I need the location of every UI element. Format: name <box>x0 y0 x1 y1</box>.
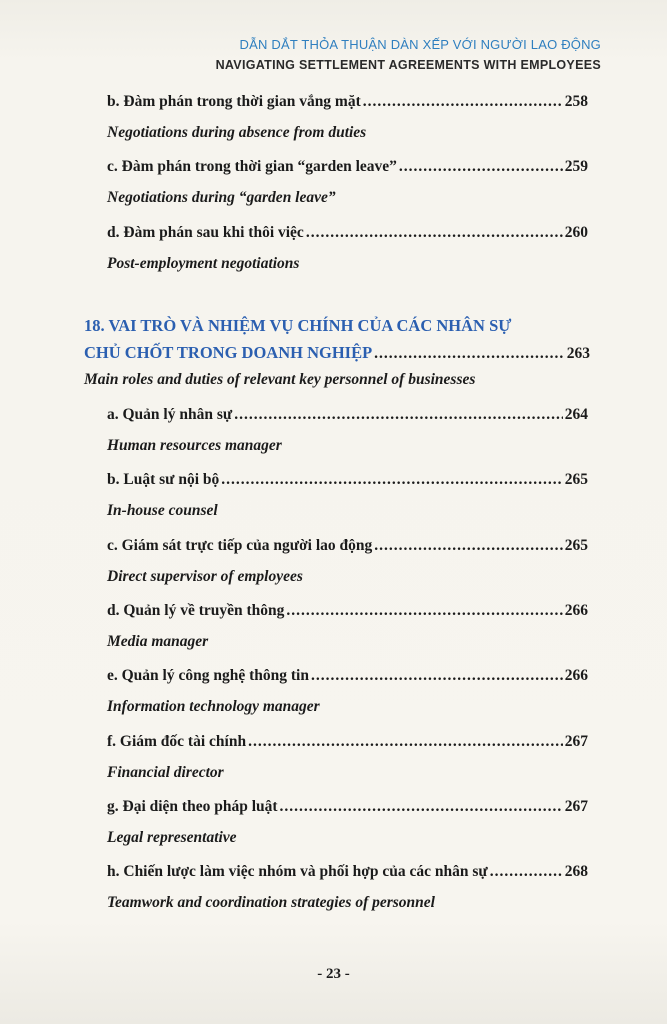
dot-leader <box>374 345 565 363</box>
dot-leader <box>311 667 563 685</box>
toc-entry-page: 265 <box>564 537 588 554</box>
toc-entry[interactable] <box>107 798 588 816</box>
section-title-line1[interactable]: 18. VAI TRÒ VÀ NHIỆM VỤ CHÍNH CỦA CÁC NHÂN SỰ <box>84 316 512 335</box>
toc-entry-page: 266 <box>564 667 588 684</box>
toc-entry-page: 266 <box>564 602 588 619</box>
toc-entry-label: d. Quản lý về truyền thông <box>107 602 285 619</box>
toc-entry[interactable] <box>107 863 588 881</box>
toc-entry-label: f. Giám đốc tài chính <box>107 733 247 750</box>
toc-entry[interactable] <box>107 93 588 111</box>
toc-entry-page: 265 <box>564 471 588 488</box>
toc-entry-page: 267 <box>564 798 588 815</box>
toc-entry-page: 260 <box>564 224 588 241</box>
toc-entry-label: h. Chiến lược làm việc nhóm và phối hợp của các nhân sự <box>107 863 488 880</box>
dot-leader <box>490 863 563 881</box>
toc-entry-subtitle: Information technology manager <box>107 698 320 715</box>
toc-entry-page: 267 <box>564 733 588 750</box>
toc-entry-page: 259 <box>564 158 588 175</box>
toc-entry-label: c. Đàm phán trong thời gian “garden leave” <box>107 158 397 175</box>
toc-entry-label: a. Quản lý nhân sự <box>107 406 233 423</box>
toc-entry[interactable] <box>107 471 588 489</box>
toc-entry-label: b. Luật sư nội bộ <box>107 471 220 488</box>
toc-entry-subtitle: Human resources manager <box>107 437 282 454</box>
toc-entry-subtitle: Legal representative <box>107 829 237 846</box>
page-number: - 23 - <box>317 966 350 982</box>
toc-entry-label: e. Quản lý công nghệ thông tin <box>107 667 309 684</box>
dot-leader <box>248 733 563 751</box>
toc-entry[interactable] <box>107 406 588 424</box>
toc-entry-subtitle: Teamwork and coordination strategies of personnel <box>107 894 435 911</box>
toc-entry[interactable] <box>107 224 588 242</box>
toc-entry-label: b. Đàm phán trong thời gian vắng mặt <box>107 93 361 110</box>
toc-entry-subtitle: Media manager <box>107 633 209 650</box>
dot-leader <box>280 798 563 816</box>
running-header <box>216 36 601 74</box>
section-title-label: CHỦ CHỐT TRONG DOANH NGHIỆP <box>84 343 373 362</box>
toc-entry[interactable] <box>107 158 588 176</box>
toc-entry[interactable] <box>107 667 588 685</box>
toc-entry-page: 268 <box>564 863 588 880</box>
toc-entry-subtitle: Post-employment negotiations <box>107 255 300 272</box>
toc-entry-label: g. Đại diện theo pháp luật <box>107 798 278 815</box>
dot-leader <box>306 224 563 242</box>
dot-leader <box>399 158 563 176</box>
header-title-vietnamese: DẪN DẮT THỎA THUẬN DÀN XẾP VỚI NGƯỜI LAO ĐỘNG <box>239 37 601 52</box>
dot-leader <box>374 537 562 555</box>
section-page: 263 <box>566 345 590 362</box>
toc-entry-label: c. Giám sát trực tiếp của người lao động <box>107 537 373 554</box>
toc-entry[interactable] <box>107 537 588 555</box>
dot-leader <box>363 93 563 111</box>
toc-entry-page: 258 <box>564 93 588 110</box>
toc-entry-subtitle: In-house counsel <box>107 502 218 519</box>
dot-leader <box>286 602 562 620</box>
toc-entry-subtitle: Direct supervisor of employees <box>107 568 303 585</box>
toc-entry-page: 264 <box>564 406 588 423</box>
section-title-line2[interactable] <box>84 343 590 363</box>
header-title-english: NAVIGATING SETTLEMENT AGREEMENTS WITH EMPLOYEES <box>215 58 601 72</box>
dot-leader <box>234 406 563 424</box>
toc-entry-subtitle: Negotiations during absence from duties <box>107 124 367 141</box>
section-subtitle: Main roles and duties of relevant key personnel of businesses <box>84 371 476 388</box>
toc-entry-subtitle: Financial director <box>107 764 224 781</box>
dot-leader <box>221 471 563 489</box>
toc-entry-label: d. Đàm phán sau khi thôi việc <box>107 224 304 241</box>
toc-entry-subtitle: Negotiations during “garden leave” <box>107 189 336 206</box>
toc-entry[interactable] <box>107 733 588 751</box>
toc-entry[interactable] <box>107 602 588 620</box>
